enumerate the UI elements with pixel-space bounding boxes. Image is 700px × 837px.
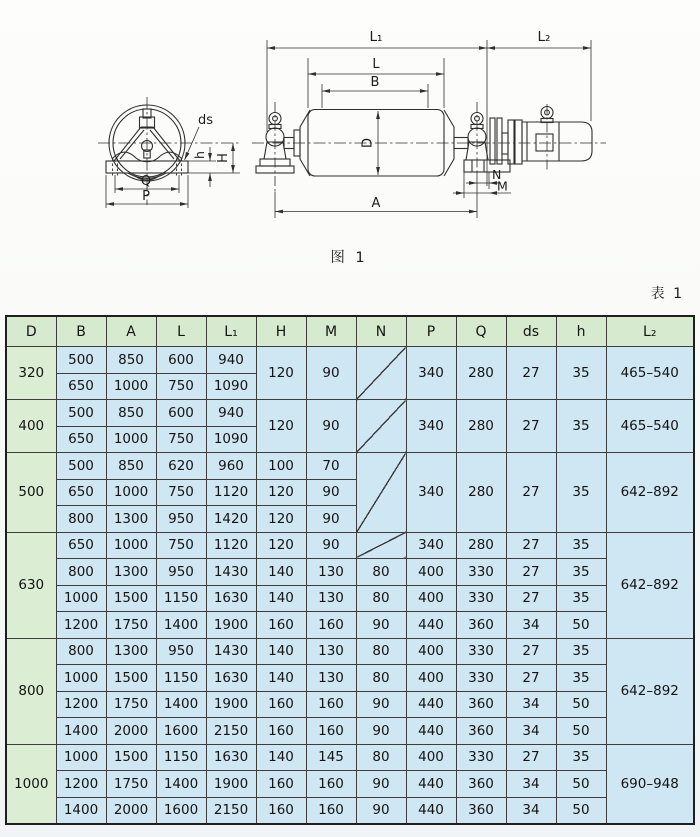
- table-cell: 940: [206, 400, 256, 427]
- table-cell: 1600: [156, 797, 206, 824]
- table-cell: 1630: [206, 744, 256, 771]
- figure-1-drawing: [0, 0, 700, 278]
- table-cell: 400: [406, 744, 456, 771]
- table-cell: 2150: [206, 797, 256, 824]
- table-cell: 80: [356, 665, 406, 692]
- side-view: [252, 102, 606, 192]
- terminal-box: [536, 134, 553, 151]
- table-cell: 650: [56, 426, 106, 453]
- table-cell: 1150: [156, 585, 206, 612]
- table-cell: 2150: [206, 718, 256, 745]
- table-cell: 620: [156, 453, 206, 480]
- d-group-cell: 800: [6, 638, 56, 744]
- d-group-cell: 320: [6, 347, 56, 400]
- table-row: [6, 691, 694, 718]
- table-cell: 27: [506, 559, 556, 586]
- d-group-cell: 630: [6, 532, 56, 638]
- table-cell: 1500: [106, 585, 156, 612]
- d-group-cell: 1000: [6, 744, 56, 824]
- dim-label-h-cap: H: [216, 153, 231, 163]
- table-cell: 800: [56, 506, 106, 533]
- table-cell: 35: [556, 665, 606, 692]
- table-cell: 90: [356, 797, 406, 824]
- dim-label-p: P: [142, 189, 150, 204]
- column-header: P: [406, 316, 456, 347]
- column-header: D: [6, 316, 56, 347]
- l2-range-cell: 690–948: [606, 744, 694, 824]
- table-cell: 2000: [106, 718, 156, 745]
- table-cell: 1120: [206, 479, 256, 506]
- table-cell: 440: [406, 771, 456, 798]
- coupling: [490, 118, 522, 164]
- table-cell: 1000: [56, 585, 106, 612]
- table-caption: 表 1: [650, 286, 684, 302]
- table-cell: 360: [456, 691, 506, 718]
- table-cell: 100: [256, 453, 306, 480]
- table-cell: 800: [56, 638, 106, 665]
- table-cell: 120: [256, 479, 306, 506]
- table-row: [6, 665, 694, 692]
- table-row: [6, 718, 694, 745]
- table-cell: 27: [506, 453, 556, 533]
- table-cell: 2000: [106, 797, 156, 824]
- table-cell: 330: [456, 638, 506, 665]
- table-cell: 440: [406, 797, 456, 824]
- table-cell: 70: [306, 453, 356, 480]
- table-cell: 140: [256, 638, 306, 665]
- table-cell: 750: [156, 532, 206, 559]
- dim-label-d: D: [360, 137, 376, 149]
- table-cell: 750: [156, 426, 206, 453]
- table-cell: 160: [306, 691, 356, 718]
- table-cell: 1200: [56, 612, 106, 639]
- table-cell: 950: [156, 559, 206, 586]
- table-cell: 1000: [56, 665, 106, 692]
- table-cell: 360: [456, 612, 506, 639]
- table-cell: 1750: [106, 691, 156, 718]
- table-cell: 90: [306, 347, 356, 400]
- table-cell: 27: [506, 532, 556, 559]
- dim-label-b: B: [370, 75, 380, 90]
- column-header: L₂: [606, 316, 694, 347]
- table-cell: 1000: [106, 373, 156, 400]
- table-row: [6, 612, 694, 639]
- table-cell: 160: [256, 797, 306, 824]
- table-cell: 280: [456, 400, 506, 453]
- table-cell: 80: [356, 638, 406, 665]
- table-cell: 34: [506, 691, 556, 718]
- table-cell: 340: [406, 532, 456, 559]
- table-cell: 360: [456, 771, 506, 798]
- table-cell: 1430: [206, 638, 256, 665]
- table-cell: 160: [256, 612, 306, 639]
- l2-range-cell: 642–892: [606, 532, 694, 638]
- dim-label-a: A: [371, 196, 381, 211]
- table-cell: 50: [556, 612, 606, 639]
- table-cell: 35: [556, 585, 606, 612]
- table-cell: 35: [556, 532, 606, 559]
- empty-slash-cell: [356, 400, 406, 453]
- table-cell: 330: [456, 744, 506, 771]
- table-cell: 800: [56, 559, 106, 586]
- table-cell: 1600: [156, 718, 206, 745]
- table-row: [6, 532, 694, 559]
- d-group-cell: 500: [6, 453, 56, 533]
- table-cell: 850: [106, 453, 156, 480]
- table-cell: 500: [56, 400, 106, 427]
- table-cell: 90: [356, 612, 406, 639]
- dim-label-l: L: [372, 57, 380, 72]
- left-bearing-pedestal: [256, 102, 294, 192]
- table-cell: 34: [506, 797, 556, 824]
- table-cell: 90: [306, 400, 356, 453]
- table-cell: 130: [306, 665, 356, 692]
- table-cell: 1500: [106, 665, 156, 692]
- table-cell: 1750: [106, 612, 156, 639]
- table-cell: 650: [56, 373, 106, 400]
- table-cell: 600: [156, 400, 206, 427]
- table-cell: 90: [306, 479, 356, 506]
- table-cell: 90: [356, 691, 406, 718]
- table-cell: 1200: [56, 691, 106, 718]
- table-cell: 1400: [56, 797, 106, 824]
- table-cell: 340: [406, 400, 456, 453]
- l2-range-cell: 642–892: [606, 453, 694, 533]
- table-cell: 440: [406, 691, 456, 718]
- table-cell: 35: [556, 347, 606, 400]
- table-cell: 850: [106, 347, 156, 374]
- dim-label-n: N: [492, 167, 502, 182]
- table-cell: 1400: [56, 718, 106, 745]
- table-cell: 1150: [156, 665, 206, 692]
- table-cell: 330: [456, 585, 506, 612]
- side-view-dimensions: [267, 40, 591, 218]
- table-row: [6, 585, 694, 612]
- table-cell: 120: [256, 506, 306, 533]
- dim-label-h-small: h: [192, 151, 207, 159]
- table-cell: 960: [206, 453, 256, 480]
- table-cell: 130: [306, 559, 356, 586]
- table-cell: 130: [306, 585, 356, 612]
- table-cell: 400: [406, 638, 456, 665]
- table-cell: 1000: [106, 479, 156, 506]
- table-cell: 35: [556, 453, 606, 533]
- table-cell: 330: [456, 665, 506, 692]
- table-cell: 145: [306, 744, 356, 771]
- table-cell: 1900: [206, 612, 256, 639]
- table-cell: 280: [456, 453, 506, 533]
- column-header: ds: [506, 316, 556, 347]
- column-header: L₁: [206, 316, 256, 347]
- column-header: H: [256, 316, 306, 347]
- empty-slash-cell: [356, 347, 406, 400]
- d-group-cell: 400: [6, 400, 56, 453]
- table-cell: 650: [56, 479, 106, 506]
- table-cell: 160: [306, 797, 356, 824]
- table-cell: 360: [456, 797, 506, 824]
- table-cell: 950: [156, 506, 206, 533]
- table-cell: 35: [556, 400, 606, 453]
- table-cell: 90: [306, 532, 356, 559]
- table-cell: 1750: [106, 771, 156, 798]
- table-cell: 1300: [106, 506, 156, 533]
- table-cell: 27: [506, 665, 556, 692]
- table-cell: 160: [306, 718, 356, 745]
- table-cell: 50: [556, 718, 606, 745]
- table-cell: 1150: [156, 744, 206, 771]
- table-cell: 1090: [206, 373, 256, 400]
- table-cell: 35: [556, 559, 606, 586]
- table-row: [6, 771, 694, 798]
- table-cell: 280: [456, 532, 506, 559]
- column-header: L: [156, 316, 206, 347]
- l2-range-cell: 642–892: [606, 638, 694, 744]
- table-row: [6, 638, 694, 665]
- table-cell: 1300: [106, 638, 156, 665]
- table-cell: 340: [406, 347, 456, 400]
- table-cell: 1200: [56, 771, 106, 798]
- table-cell: 50: [556, 691, 606, 718]
- table-cell: 440: [406, 612, 456, 639]
- table-cell: 120: [256, 400, 306, 453]
- table-cell: 27: [506, 744, 556, 771]
- motor-body: [522, 122, 592, 161]
- table-cell: 280: [456, 347, 506, 400]
- table-cell: 1120: [206, 532, 256, 559]
- table-cell: 1300: [106, 559, 156, 586]
- table-cell: 120: [256, 347, 306, 400]
- dimension-table: [5, 315, 695, 825]
- table-row: [6, 453, 694, 480]
- table-cell: 120: [256, 532, 306, 559]
- end-view-dimensions: [106, 127, 240, 208]
- dim-label-q: Q: [140, 174, 152, 189]
- table-cell: 400: [406, 585, 456, 612]
- table-cell: 34: [506, 612, 556, 639]
- column-header: M: [306, 316, 356, 347]
- table-cell: 950: [156, 638, 206, 665]
- table-cell: 1500: [106, 744, 156, 771]
- table-cell: 140: [256, 665, 306, 692]
- column-header: B: [56, 316, 106, 347]
- table-cell: 27: [506, 347, 556, 400]
- table-cell: 500: [56, 347, 106, 374]
- table-cell: 50: [556, 797, 606, 824]
- column-header: A: [106, 316, 156, 347]
- table-cell: 750: [156, 479, 206, 506]
- table-cell: 80: [356, 559, 406, 586]
- table-cell: 140: [256, 585, 306, 612]
- table-cell: 1000: [56, 744, 106, 771]
- empty-slash-cell: [356, 532, 406, 559]
- table-cell: 140: [256, 559, 306, 586]
- empty-slash-cell: [356, 453, 406, 533]
- table-cell: 34: [506, 718, 556, 745]
- table-cell: 90: [356, 718, 406, 745]
- table-cell: 750: [156, 373, 206, 400]
- table-cell: 90: [356, 771, 406, 798]
- column-header: Q: [456, 316, 506, 347]
- table-cell: 600: [156, 347, 206, 374]
- table-cell: 34: [506, 771, 556, 798]
- table-cell: 80: [356, 744, 406, 771]
- table-cell: 160: [256, 771, 306, 798]
- table-cell: 35: [556, 638, 606, 665]
- table-cell: 140: [256, 744, 306, 771]
- table-cell: 1400: [156, 771, 206, 798]
- table-cell: 330: [456, 559, 506, 586]
- table-cell: 400: [406, 665, 456, 692]
- header-row: [6, 316, 694, 347]
- table-cell: 27: [506, 400, 556, 453]
- table-cell: 1000: [106, 532, 156, 559]
- table-cell: 1900: [206, 771, 256, 798]
- column-header: N: [356, 316, 406, 347]
- motor: [522, 104, 592, 170]
- l2-range-cell: 465–540: [606, 347, 694, 400]
- table-cell: 360: [456, 718, 506, 745]
- table-cell: 160: [256, 718, 306, 745]
- table-cell: 27: [506, 638, 556, 665]
- table-cell: 500: [56, 453, 106, 480]
- table-row: [6, 797, 694, 824]
- table-cell: 650: [56, 532, 106, 559]
- table-row: [6, 347, 694, 374]
- table-row: [6, 744, 694, 771]
- table-cell: 50: [556, 771, 606, 798]
- table-cell: 1400: [156, 691, 206, 718]
- dim-label-l2: L₂: [537, 29, 551, 45]
- dim-label-ds: ds: [198, 113, 214, 128]
- table-cell: 440: [406, 718, 456, 745]
- table-cell: 400: [406, 559, 456, 586]
- table-cell: 1420: [206, 506, 256, 533]
- column-header: h: [556, 316, 606, 347]
- table-cell: 160: [256, 691, 306, 718]
- table-cell: 90: [306, 506, 356, 533]
- dim-label-l1: L₁: [369, 29, 383, 45]
- table-cell: 1400: [156, 612, 206, 639]
- table-cell: 1000: [106, 426, 156, 453]
- figure-caption: 图 1: [330, 250, 368, 266]
- table-cell: 850: [106, 400, 156, 427]
- table-row: [6, 400, 694, 427]
- table-row: [6, 559, 694, 586]
- dim-label-m: M: [497, 178, 508, 194]
- table-cell: 1630: [206, 665, 256, 692]
- table-cell: 340: [406, 453, 456, 533]
- table-cell: 35: [556, 744, 606, 771]
- table-cell: 1630: [206, 585, 256, 612]
- table-cell: 130: [306, 638, 356, 665]
- table-cell: 80: [356, 585, 406, 612]
- table-cell: 1090: [206, 426, 256, 453]
- table-cell: 1900: [206, 691, 256, 718]
- table-cell: 940: [206, 347, 256, 374]
- table-cell: 160: [306, 612, 356, 639]
- table-cell: 1430: [206, 559, 256, 586]
- l2-range-cell: 465–540: [606, 400, 694, 453]
- table-cell: 160: [306, 771, 356, 798]
- table-cell: 27: [506, 585, 556, 612]
